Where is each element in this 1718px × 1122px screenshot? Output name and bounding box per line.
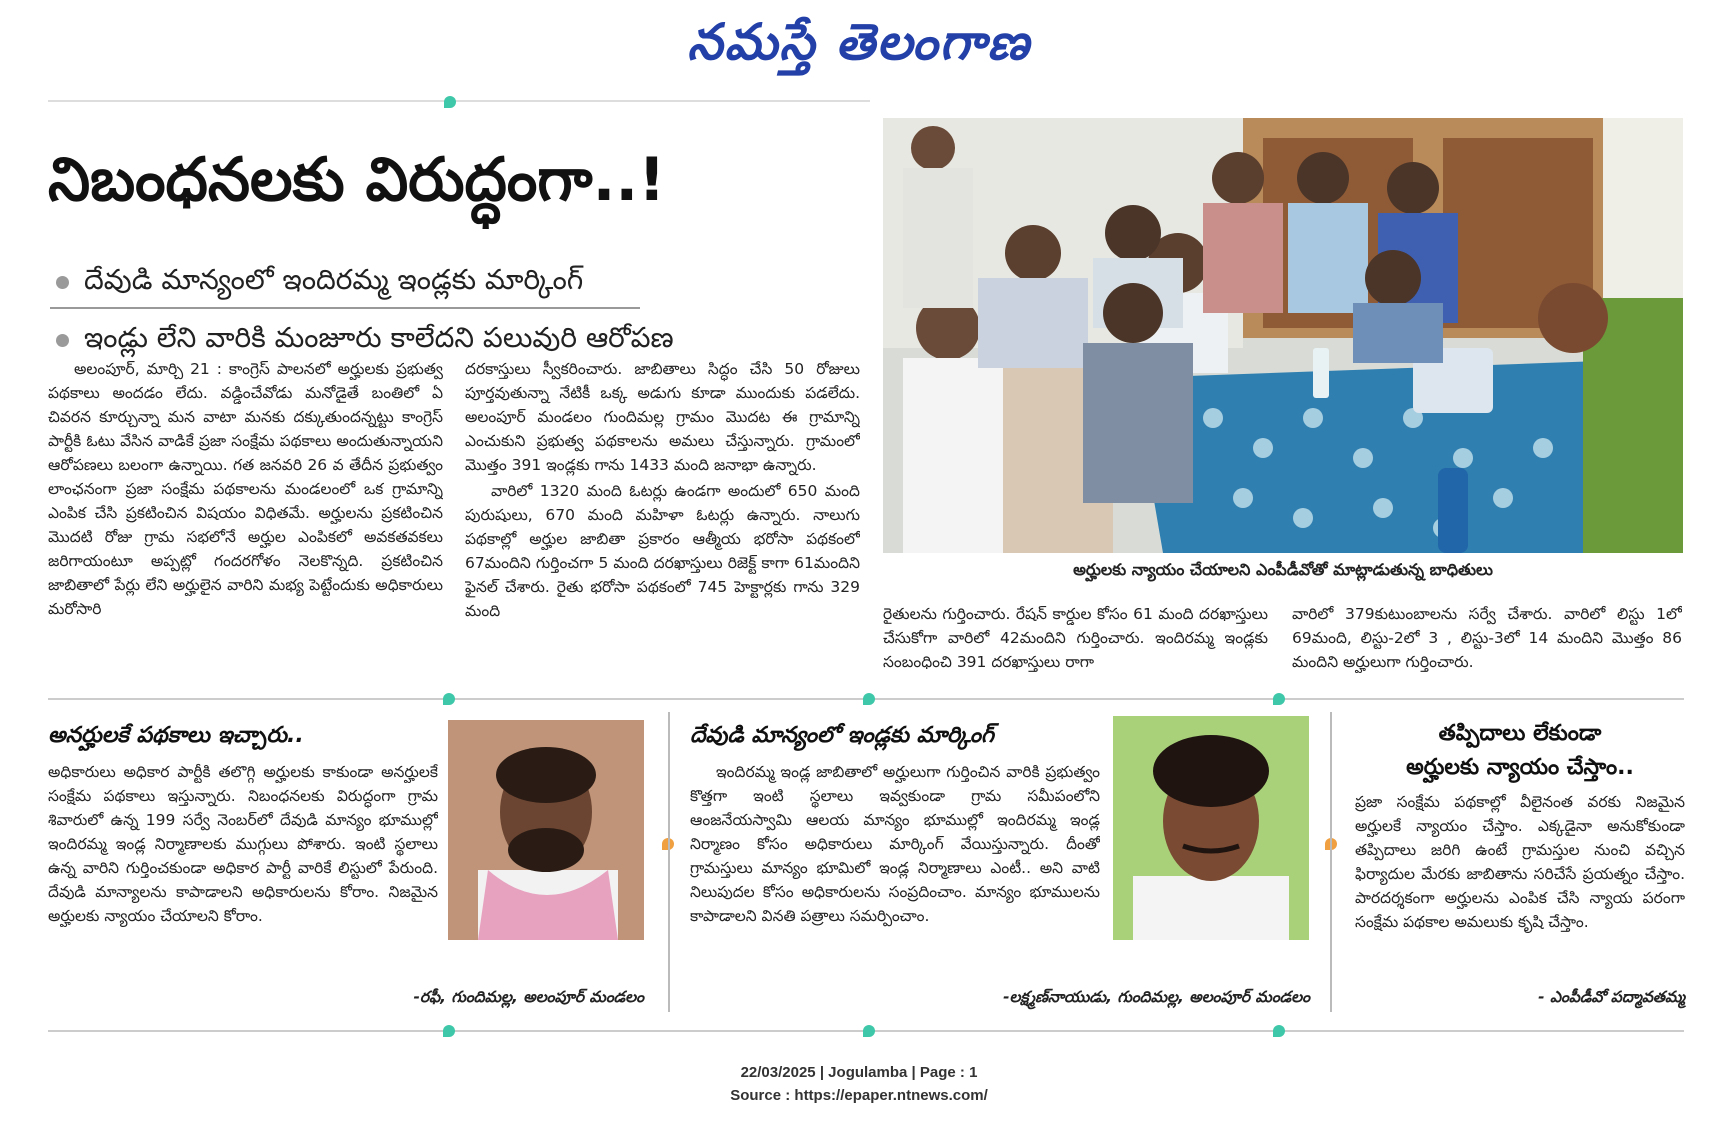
paragraph: దరకాస్తులు స్వీకరించారు. జాబితాలు సిద్ధం చేసి 50 రోజులు పూర్తవుతున్నా నేటికీ ఒక్క అడుగు కూడా ముందుకు పడలేదు. అలంపూర్ మండలం గుందిమల్ల గ్రామం మొదట ఈ గ్రామాన్ని ఎంచుకుని ప్రభుత్వ పథకాలను అమలు చేస్తున్నారు. గ్రామంలో మొత్తం 391 ఇండ్లకు గాను 1433 మంది జనాభా ఉన్నారు. <box>465 360 860 474</box>
bullet-item: దేవుడి మాన్యంలో ఇందిరమ్మ ఇండ్లకు మార్కింగ్ <box>50 255 870 305</box>
quote-mark-icon <box>1273 693 1285 705</box>
newspaper-logo: నమస్తే తెలంగాణ <box>687 13 1031 71</box>
footer-source-link[interactable]: Source : https://epaper.ntnews.com/ <box>730 1087 988 1104</box>
paragraph: వారిలో 379కుటుంబాలను సర్వే చేశారు. వారిలో లిస్టు 1లో 69మంది, లిస్టు-2లో 3 , లిస్టు-3లో 14 మందిని మొత్తం 86 మందిని అర్హులుగా గుర్తించారు. <box>1292 605 1682 671</box>
top-rule <box>48 100 870 102</box>
quote-mark-icon <box>863 1025 875 1037</box>
bullet-item: ఇండ్లు లేని వారికి మంజూరు కాలేదని పలువురి ఆరోపణ <box>50 313 870 363</box>
box1-attribution: -రఫీ, గుందిమల్ల, అలంపూర్ మండలం <box>413 988 644 1006</box>
box3-body <box>1355 790 1685 985</box>
box1-title: అనర్హులకే పథకాలు ఇచ్చారు.. <box>48 723 304 748</box>
article-headline: నిబంధనలకు విరుద్ధంగా..! <box>48 145 666 215</box>
main-photo <box>883 118 1683 553</box>
quote-mark-icon <box>443 693 455 705</box>
box1-portrait <box>448 720 644 940</box>
box2-body <box>690 760 1100 980</box>
paragraph: అలంపూర్, మార్చి 21 : కాంగ్రెస్ పాలనలో అర్హులకు ప్రభుత్వ పథకాలు అందడం లేదు. వడ్డించేవోడు మనోడైతే బంతిలో ఏ చివరన కూర్చున్నా మన వాటా మనకు దక్కుతుందన్నట్టు కాంగ్రెస్ పార్టీకి ఓటు వేసిన వాడికే ప్రజా సంక్షేమ పథకాలు అందుతున్నాయని ఆరోపణలు బలంగా ఉన్నాయి. గత జనవరి 26 వ తేదీన ప్రభుత్వం లాంఛనంగా ప్రజా సంక్షేమ పథకాలను మండలంలో ఒక గ్రామాన్ని ఎంపిక చేసి ప్రకటించిన విషయం విధితమే. అర్హులను ప్రకటించిన మొదటి రోజు గ్రామ సభలోనే అర్హుల ఎంపికలో అవకతవకలు జరిగాయంటూ అప్పట్లో గందరగోళం నెలకొన్నది. ప్రకటించిన జాబితాలో పేర్లు లేని అర్హులైన వారిని మభ్య పెట్టేందుకు అధికారులు మరోసారి <box>48 360 443 618</box>
quote-mark-icon <box>444 96 456 108</box>
box1-body <box>48 760 438 980</box>
meeting-photo-illustration <box>883 118 1683 553</box>
quote-mark-icon <box>863 693 875 705</box>
paragraph: ఇందిరమ్మ ఇండ్ల జాబితాలో అర్హులుగా గుర్తించిన వారికి ప్రభుత్వం కొత్తగా ఇంటి స్థలాలు ఇవ్వకుండా గ్రామ సమీపంలోని ఆంజనేయస్వామి ఆలయ మాన్యం భూముల్లో ఇందిరమ్మ ఇండ్ల నిర్మాణం కోసం అధికారులు మార్కింగ్ వేయిస్తున్నారు. దీంతో గ్రామస్తులు మాన్యం భూమిలో ఇండ్ల నిర్మాణాలు ఎంటీ.. అని వాటి నిలుపుదల కోసం అధికారులను సంప్రదించాం. మాన్యం భూములను కాపాడాలని వినతి పత్రాలు సమర్పించాం. <box>690 763 1100 925</box>
article-column-4 <box>1292 602 1682 687</box>
paragraph: అధికారులు అధికార పార్టీకి తలొగ్గి అర్హులకు కాకుండా అనర్హులకే సంక్షేమ పథకాలు ఇస్తున్నారు. నిబంధనలకు విరుద్ధంగా గ్రామ శివారులో ఉన్న 199 సర్వే నెంబర్‌లో దేవుడి మాన్యం భూముల్లో ఇందిరమ్మ ఇండ్ల నిర్మాణాలకు ముగ్గులు పోశారు. ఇంటి స్థలాలు ఉన్న వారిని గుర్తించకుండా అధికార పార్టీ వారికే లిస్టులో పేరుంది. దేవుడి మాన్యాలను కాపాడాలని అధికారులను కోరాం. నిజమైన అర్హులకు న్యాయం చేయాలని కోరాం. <box>48 763 438 925</box>
article-column-1 <box>48 357 443 697</box>
photo-caption: అర్హులకు న్యాయం చేయాలని ఎంపీడీవోతో మాట్లాడుతున్న బాధితులు <box>1073 560 1493 579</box>
box3-title-line2: అర్హులకు న్యాయం చేస్తాం.. <box>1406 755 1634 780</box>
article-column-3 <box>883 602 1268 687</box>
box3-attribution: - ఎంపీడీవో పద్మావతమ్మ <box>1538 988 1685 1006</box>
headline-bullets <box>50 255 870 363</box>
box2-title: దేవుడి మాన్యంలో ఇండ్లకు మార్కింగ్ <box>690 723 994 748</box>
paragraph: ప్రజా సంక్షేమ పథకాల్లో వీలైనంత వరకు నిజమైన అర్హులకే న్యాయం చేస్తాం. ఎక్కడైనా అనుకోకుండా తప్పిదాలు జరిగి ఉంటే గ్రామస్తుల నుంచి వచ్చిన ఫిర్యాదుల మేరకు జాబితాను సరిచేసే ప్రయత్నం చేస్తాం. పారదర్శకంగా అర్హులను ఎంపిక చేసి న్యాయ పరంగా సంక్షేమ పథకాల అమలుకు కృషి చేస్తాం. <box>1355 793 1685 931</box>
masthead <box>0 10 1718 80</box>
box2-attribution: -లక్ష్మణ్‌నాయుడు, గుందిమల్ల, అలంపూర్ మండలం <box>1003 988 1310 1006</box>
quote-mark-icon <box>1273 1025 1285 1037</box>
person-photo <box>1113 716 1309 940</box>
person-photo <box>448 720 644 940</box>
bullet-divider <box>50 307 640 309</box>
article-column-2 <box>465 357 860 697</box>
paragraph: రైతులను గుర్తించారు. రేషన్ కార్డుల కోసం 61 మంది దరఖాస్తులు చేసుకోగా వారిలో 42మందిని గుర్తించారు. ఇందిరమ్మ ఇండ్లకు సంబంధించి 391 దరఖాస్తులు రాగా <box>883 605 1268 671</box>
box3-title-line1: తప్పిదాలు లేకుండా <box>1438 721 1602 746</box>
box2-portrait <box>1113 716 1309 940</box>
column-divider <box>1330 712 1332 1012</box>
footer-date-line: 22/03/2025 | Jogulamba | Page : 1 <box>740 1064 978 1081</box>
quote-mark-icon <box>443 1025 455 1037</box>
column-divider <box>668 712 670 1012</box>
paragraph: వారిలో 1320 మంది ఓటర్లు ఉండగా అందులో 650 మంది పురుషులు, 670 మంది మహిళా ఓటర్లు ఉన్నారు. నాలుగు పథకాల్లో అర్హుల జాబితా ప్రకారం ఆత్మీయ భరోసా పథకంలో 67మందిని గుర్తించగా 5 మంది దరఖాస్తులు రిజెక్ట్ కాగా 61మందిని ఫైనల్ చేశారు. రైతు భరోసా పథకంలో 745 హెక్టార్లకు గాను 329 మంది <box>465 482 860 620</box>
